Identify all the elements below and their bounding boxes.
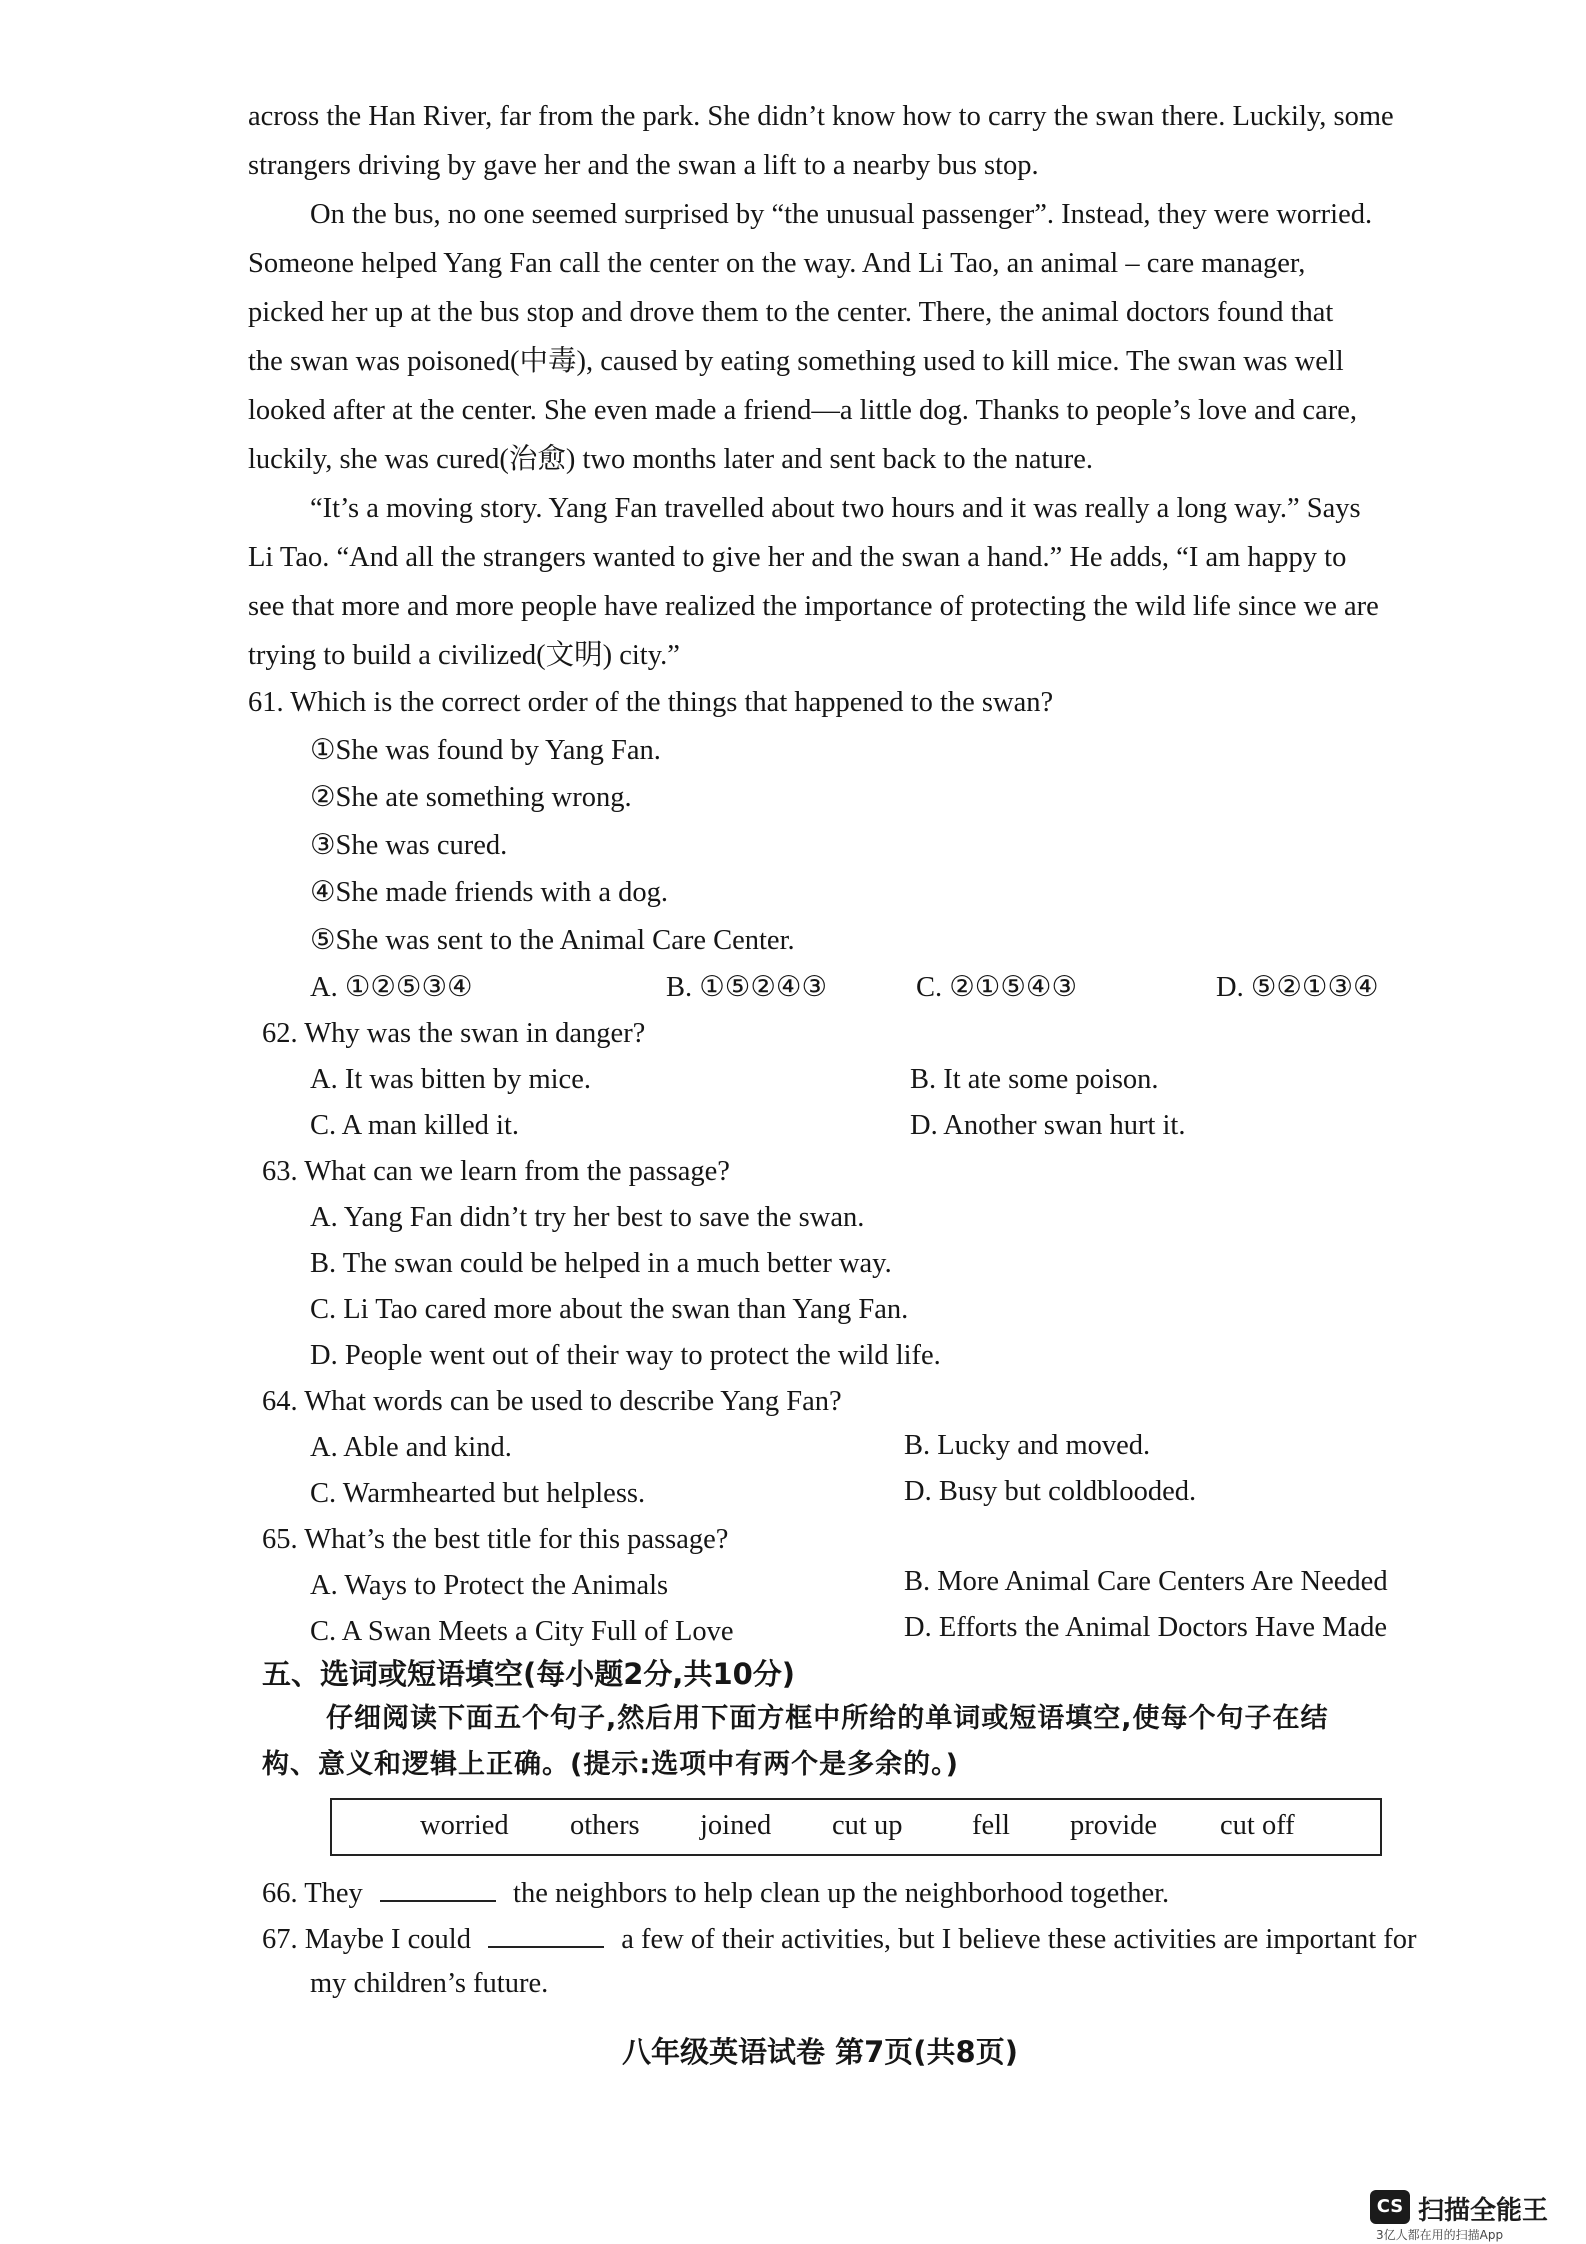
question-64-option-a[interactable]: A. Able and kind. <box>310 1432 512 1463</box>
question-63-stem: 63. What can we learn from the passage? <box>262 1156 730 1187</box>
passage-line: trying to build a civilized(文明) city.” <box>248 640 680 671</box>
word-bank-item: fell <box>972 1810 1010 1841</box>
passage-paragraph-2 <box>248 190 1516 484</box>
question-67 <box>262 1920 1417 1960</box>
question-64-option-b[interactable]: B. Lucky and moved. <box>904 1430 1151 1461</box>
question-61-option-c[interactable]: C. ②①⑤④③ <box>916 972 1078 1003</box>
question-64-option-c[interactable]: C. Warmhearted but helpless. <box>310 1478 646 1509</box>
question-61-option-d[interactable]: D. ⑤②①③④ <box>1216 972 1379 1003</box>
question-65-option-b[interactable]: B. More Animal Care Centers Are Needed <box>904 1566 1388 1597</box>
passage-paragraph-1 <box>248 92 1516 190</box>
question-62-option-d[interactable]: D. Another swan hurt it. <box>910 1110 1186 1141</box>
question-62-option-a[interactable]: A. It was bitten by mice. <box>310 1064 591 1095</box>
question-65-stem: 65. What’s the best title for this passage? <box>262 1524 729 1555</box>
question-65-option-c[interactable]: C. A Swan Meets a City Full of Love <box>310 1616 734 1647</box>
question-61-event: ④She made friends with a dog. <box>310 877 668 908</box>
page-footer: 八年级英语试卷 第7页(共8页) <box>622 2035 1018 2069</box>
question-62-stem: 62. Why was the swan in danger? <box>262 1018 646 1049</box>
question-67-text-after: a few of their activities, but I believe these activities are important for <box>621 1924 1417 1955</box>
question-61-event: ①She was found by Yang Fan. <box>310 735 661 766</box>
question-66-blank[interactable] <box>380 1874 496 1902</box>
scanner-watermark <box>1370 2190 1566 2242</box>
question-64-option-d[interactable]: D. Busy but coldblooded. <box>904 1476 1197 1507</box>
passage-line: Someone helped Yang Fan call the center on the way. And Li Tao, an animal – care manager, <box>248 248 1306 279</box>
question-61-event: ③She was cured. <box>310 830 508 861</box>
scanner-app-tagline: 3亿人都在用的扫描App <box>1376 2228 1504 2242</box>
word-bank-item: cut up <box>832 1810 903 1841</box>
question-61-event: ②She ate something wrong. <box>310 782 632 813</box>
scanner-app-name: 扫描全能王 <box>1418 2196 1549 2226</box>
word-bank-box <box>330 1798 1382 1856</box>
passage-line: picked her up at the bus stop and drove them to the center. There, the animal doctors found that <box>248 297 1334 328</box>
passage-paragraph-3 <box>248 484 1516 680</box>
section-5-instruction-line-2: 构、意义和逻辑上正确。(提示:选项中有两个是多余的。) <box>262 1749 959 1780</box>
passage-line: looked after at the center. She even made a friend—a little dog. Thanks to people’s love and care, <box>248 395 1357 426</box>
word-bank-item: cut off <box>1220 1810 1295 1841</box>
passage-line: see that more and more people have realized the importance of protecting the wild life since we are <box>248 591 1379 622</box>
scanner-logo-icon: CS <box>1370 2190 1410 2224</box>
question-66 <box>262 1874 1169 1914</box>
question-61-event: ⑤She was sent to the Animal Care Center. <box>310 925 795 956</box>
word-bank-item: joined <box>700 1810 772 1841</box>
section-5-instruction-line-1: 仔细阅读下面五个句子,然后用下面方框中所给的单词或短语填空,使每个句子在结 <box>326 1703 1329 1734</box>
question-63-option-c[interactable]: C. Li Tao cared more about the swan than Yang Fan. <box>310 1294 909 1325</box>
passage-line: strangers driving by gave her and the swan a lift to a nearby bus stop. <box>248 150 1039 181</box>
passage-line: luckily, she was cured(治愈) two months later and sent back to the nature. <box>248 444 1093 475</box>
question-61-stem: 61. Which is the correct order of the things that happened to the swan? <box>248 687 1054 718</box>
question-61-option-b[interactable]: B. ①⑤②④③ <box>666 972 828 1003</box>
word-bank-item: provide <box>1070 1810 1158 1841</box>
passage-line: “It’s a moving story. Yang Fan travelled about two hours and it was really a long way.” Says <box>310 493 1361 524</box>
section-5-title: 五、选词或短语填空(每小题2分,共10分) <box>262 1657 796 1691</box>
question-62-option-b[interactable]: B. It ate some poison. <box>910 1064 1159 1095</box>
passage-line: On the bus, no one seemed surprised by “the unusual passenger”. Instead, they were worried. <box>310 199 1373 230</box>
question-66-text-after: the neighbors to help clean up the neighborhood together. <box>513 1878 1170 1909</box>
passage-line: across the Han River, far from the park. She didn’t know how to carry the swan there. Luckily, some <box>248 101 1394 132</box>
question-67-line-2: my children’s future. <box>310 1968 549 1999</box>
question-63-option-b[interactable]: B. The swan could be helped in a much better way. <box>310 1248 892 1279</box>
question-65-option-d[interactable]: D. Efforts the Animal Doctors Have Made <box>904 1612 1388 1643</box>
passage-line: Li Tao. “And all the strangers wanted to give her and the swan a hand.” He adds, “I am happy to <box>248 542 1347 573</box>
question-61-option-a[interactable]: A. ①②⑤③④ <box>310 972 473 1003</box>
question-65-option-a[interactable]: A. Ways to Protect the Animals <box>310 1570 669 1601</box>
question-63-option-a[interactable]: A. Yang Fan didn’t try her best to save the swan. <box>310 1202 865 1233</box>
question-63-option-d[interactable]: D. People went out of their way to protect the wild life. <box>310 1340 941 1371</box>
passage-line: the swan was poisoned(中毒), caused by eating something used to kill mice. The swan was well <box>248 346 1344 377</box>
question-64-stem: 64. What words can be used to describe Yang Fan? <box>262 1386 842 1417</box>
question-67-text-before: 67. Maybe I could <box>262 1924 471 1955</box>
word-bank-item: others <box>570 1810 640 1841</box>
question-67-blank[interactable] <box>488 1920 604 1948</box>
word-bank-item: worried <box>420 1810 509 1841</box>
question-62-option-c[interactable]: C. A man killed it. <box>310 1110 520 1141</box>
question-66-text-before: 66. They <box>262 1878 363 1909</box>
